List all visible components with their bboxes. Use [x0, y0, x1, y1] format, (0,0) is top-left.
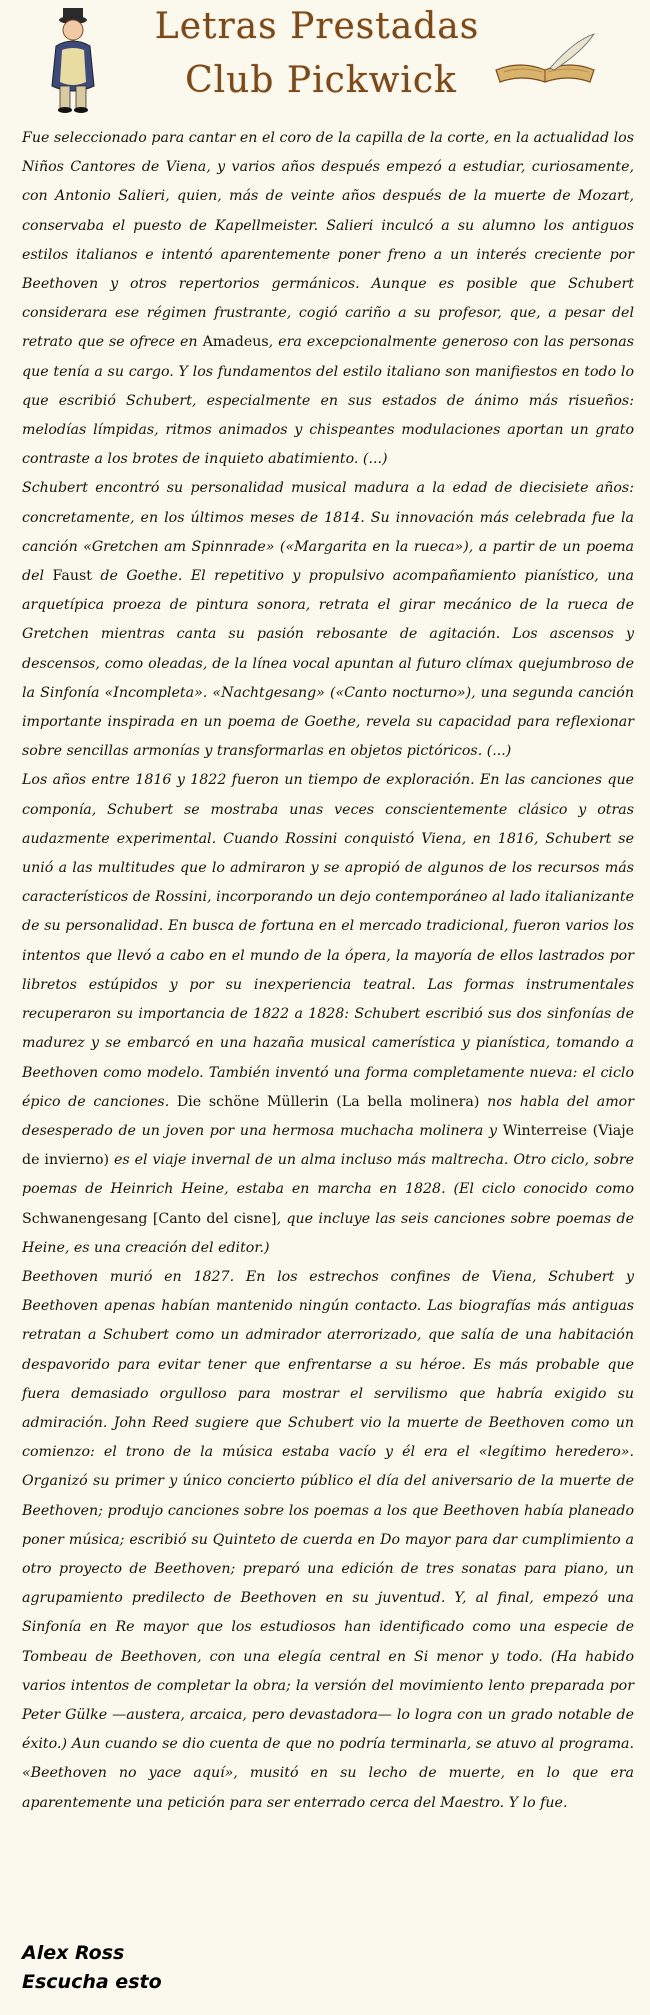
title-schwanengesang: Schwanengesang [Canto del cisne]: [22, 1210, 277, 1227]
site-title-line2: Club Pickwick: [185, 60, 457, 101]
book-title: Escucha esto: [22, 1971, 162, 1993]
paragraph-beethoven: Beethoven murió en 1827. En los estrechos confines de Viena, Schubert y Beethoven apenas habían mantenido ningún contacto. Las biografías más antiguas retratan a Schubert como un admirador aterrorizado, que salía de una habitación despavorido para evitar tener que enfrentarse a su héroe. Es más probable que fuera demasiado orgulloso para mostrar el servilismo que habría exigido su admiración. John Reed sugiere que Schubert vio la muerte de Beethoven como un comienzo: el trono de la música estaba vacío y él era el «legítimo heredero». Organizó su primer y único concierto público el día del aniversario de la muerte de Beethoven; produjo canciones sobre los poemas a los que Beethoven había planeado poner música; escribió su Quinteto de cuerda en Do mayor para dar cumplimiento a otro proyecto de Beethoven; preparó una edición de tres sonatas para piano, un agrupamiento predilecto de Beethoven en su juventud. Y, al final, empezó una Sinfonía en Re mayor que los estudiosos han identificado como una especie de Tombeau de Beethoven, con una elegía central en Si menor y todo. (Ha habido varios intentos de completar la obra; la versión del movimiento lento preparada por Peter Gülke —austera, arcaica, pero devastadora— lo logra con un grado notable de éxito.) Aun cuando se dio cuenta de que no podría terminarla, se atuvo al programa. «Beethoven no yace aquí», musitó en su lecho de muerte, en lo que era aparentemente una petición para ser enterrado cerca del Maestro. Y lo fue.: [22, 1268, 634, 1811]
title-winterreise: Winterreise (Viaje de invierno): [22, 1122, 634, 1169]
page-header: [0, 0, 650, 122]
title-die-schone-mullerin: Die schöne Müllerin: [176, 1093, 329, 1110]
author-name: Alex Ross: [22, 1942, 125, 1964]
signature-block: [22, 1939, 162, 1997]
paragraph-gretchen: Schubert encontró su personalidad musical madura a la edad de diecisiete años: concretamente, en los últimos meses de 1814. Su innovación más celebrada fue la canción «Gretchen am Spinnrade» («Margarita en la rueca»), a partir de un poema del Faust de Goethe. El repetitivo y propulsivo acompañamiento pianístico, una arquetípica proeza de pintura sonora, retrata el girar mecánico de la rueca de Gretchen mientras canta su pasión rebosante de agitación. Los ascensos y descensos, como oleadas, de la línea vocal apuntan al futuro clímax quejumbroso de la Sinfonía «Incompleta». «Nachtgesang» («Canto nocturno»), una segunda canción importante inspirada en un poema de Goethe, revela su capacidad para reflexionar sobre sencillas armonías y transformarlas en objetos pictóricos. (...): [22, 480, 634, 760]
paragraph-exploracion: Los años entre 1816 y 1822 fueron un tiempo de exploración. En las canciones que componía, Schubert se mostraba unas veces conscientemente clásico y otras audazmente experimental. Cuando Rossini conquistó Viena, en 1816, Schubert se unió a las multitudes que lo admiraron y se apropió de algunos de los recursos más característicos de Rossini, incorporando un dejo contemporáneo al lado italianizante de su personalidad. En busca de fortuna en el mercado tradicional, fueron varios los intentos que llevó a cabo en el mundo de la ópera, la mayoría de ellos lastrados por libretos estúpidos y por su inexperiencia teatral. Las formas instrumentales recuperaron su importancia de 1822 a 1828: Schubert escribió sus dos sinfonías de madurez y se embarcó en una hazaña musical camerística y pianística, tomando a Beethoven como modelo. También inventó una forma completamente nueva: el ciclo épico de canciones. Die schöne Müllerin (La bella molinera) nos habla del amor desesperado de un joven por una hermosa muchacha molinera y Winterreise (Viaje de invierno) es el viaje invernal de un alma incluso más maltrecha. Otro ciclo, sobre poemas de Heinrich Heine, estaba en marcha en 1828. (El ciclo conocido como Schwanengesang [Canto del cisne], que incluye las seis canciones sobre poemas de Heine, es una creación del editor.): [22, 772, 635, 1256]
title-la-bella-molinera: (La bella molinera): [336, 1093, 480, 1110]
title-amadeus: Amadeus: [202, 334, 269, 351]
article-body: [22, 124, 634, 1818]
title-faust: Faust: [52, 568, 92, 585]
open-book-quill-icon: [490, 30, 600, 90]
site-title-line1: Letras Prestadas: [154, 6, 480, 47]
paragraph-salieri: Fue seleccionado para cantar en el coro de la capilla de la corte, en la actualidad los Niños Cantores de Viena, y varios años después empezó a estudiar, curiosamente, con Antonio Salieri, quien, más de veinte años después de la muerte de Mozart, conservaba el puesto de Kapellmeister. Salieri inculcó a su alumno los antiguos estilos italianos e intentó aparentemente poner freno a un interés creciente por Beethoven y otros repertorios germánicos. Aunque es posible que Schubert considerara ese régimen frustrante, cogió cariño a su profesor, que, a pesar del retrato que se ofrece en Amadeus, era excepcionalmente generoso con las personas que tenía a su cargo. Y los fundamentos del estilo italiano son manifiestos en todo lo que escribió Schubert, especialmente en sus estados de ánimo más risueños: melodías límpidas, ritmos animados y chispeantes modulaciones aportan un grato contraste a los brotes de inquieto abatimiento. (...): [22, 130, 634, 468]
